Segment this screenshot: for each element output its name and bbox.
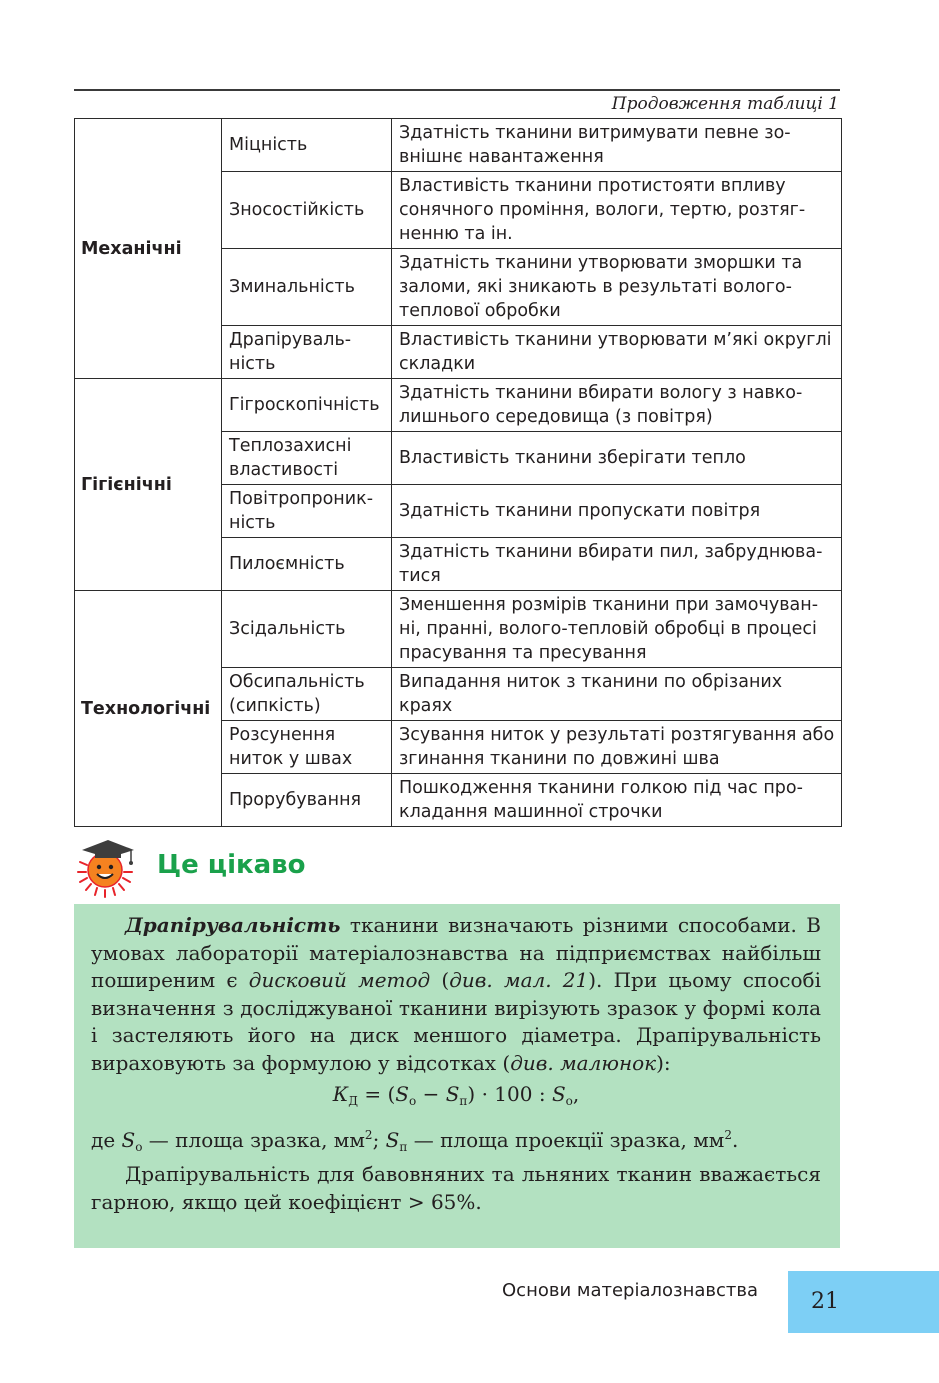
property-name: Повітропроник-ність bbox=[222, 485, 392, 538]
text-span: ; bbox=[372, 1127, 386, 1152]
italic-span: дисковий метод bbox=[248, 968, 431, 992]
properties-table bbox=[74, 118, 842, 827]
table-row bbox=[75, 591, 842, 668]
footer-title: Основи матеріалознавства bbox=[502, 1280, 759, 1301]
property-description: Властивість тканини зберігати тепло bbox=[392, 432, 842, 485]
group-cell: Гігієнічні bbox=[75, 379, 222, 591]
property-description: Здатність тканини витримувати певне зо-внішнє навантаження bbox=[392, 119, 842, 172]
text-span: . bbox=[732, 1127, 739, 1152]
formula-sub: п bbox=[399, 1139, 408, 1154]
term-bold: Драпірувальність bbox=[125, 913, 341, 937]
property-name: Теплозахисні властивості bbox=[222, 432, 392, 485]
interest-title: Це цікаво bbox=[157, 850, 306, 880]
property-name: Зминальність bbox=[222, 249, 392, 326]
property-name: Розсунення ниток у швах bbox=[222, 721, 392, 774]
formula-op: ) · 100 : bbox=[467, 1082, 552, 1106]
top-rule bbox=[74, 89, 840, 91]
formula-op: , bbox=[572, 1082, 580, 1106]
text-span: — площа зразка, мм bbox=[142, 1127, 365, 1152]
property-name: Драпіруваль-ність bbox=[222, 326, 392, 379]
interest-paragraph bbox=[91, 912, 821, 1077]
formula-op: − bbox=[416, 1082, 446, 1106]
formula-s: S bbox=[395, 1082, 409, 1106]
formula-s: S bbox=[445, 1082, 460, 1106]
formula-sub: о bbox=[565, 1094, 573, 1108]
formula-sub: п bbox=[459, 1094, 468, 1108]
formula-sub: о bbox=[409, 1094, 417, 1108]
property-name: Міцність bbox=[222, 119, 392, 172]
interest-text bbox=[91, 912, 821, 1216]
text-span: ). При цьому способі визначення з досліджуваної тканини вирізують зразок у формі кола і застеляють його на диск меншого діаметра. Драпірувальність вираховують за формулою у відсотках ( bbox=[91, 968, 821, 1075]
property-name: Пилоємність bbox=[222, 538, 392, 591]
table-row bbox=[75, 119, 842, 172]
text-span: — площа проекції зразка, мм bbox=[407, 1127, 725, 1152]
formula-k: К bbox=[332, 1082, 349, 1106]
property-description: Випадання ниток з тканини по обрізаних краях bbox=[392, 668, 842, 721]
property-name: Зсідальність bbox=[222, 591, 392, 668]
formula-sub: Д bbox=[348, 1094, 359, 1108]
text-span: ( bbox=[430, 968, 450, 992]
text-span: де bbox=[91, 1127, 122, 1152]
formula-s: S bbox=[121, 1127, 136, 1152]
property-description: Пошкодження тканини голкою під час про-кладання машинної строчки bbox=[392, 774, 842, 827]
text-span: ): bbox=[656, 1050, 671, 1075]
property-name: Обсипальність (сипкість) bbox=[222, 668, 392, 721]
formula-sub: о bbox=[135, 1139, 143, 1154]
formula-op: = ( bbox=[358, 1082, 396, 1106]
group-cell: Технологічні bbox=[75, 591, 222, 827]
italic-span: див. малюнок bbox=[510, 1050, 657, 1075]
property-description: Здатність тканини пропускати повітря bbox=[392, 485, 842, 538]
property-name: Прорубування bbox=[222, 774, 392, 827]
italic-span: див. мал. 21 bbox=[449, 968, 589, 992]
formula-s: S bbox=[385, 1127, 400, 1152]
formula-sup: 2 bbox=[364, 1127, 373, 1142]
interest-paragraph: Драпірувальність для бавовняних та льняних тканин вважається гарною, якщо цей коефіцієнт > 65%. bbox=[91, 1162, 821, 1214]
mascot-graduate-icon bbox=[74, 832, 140, 898]
drape-formula bbox=[91, 1081, 821, 1116]
property-description: Здатність тканини вбирати вологу з навко-лишнього середовища (з повітря) bbox=[392, 379, 842, 432]
page-number: 21 bbox=[811, 1289, 839, 1314]
property-name: Гігроскопічність bbox=[222, 379, 392, 432]
table-row bbox=[75, 379, 842, 432]
property-description: Зменшення розмірів тканини при замочуван-ні, пранні, волого-тепловій обробці в процесі прасування та пресування bbox=[392, 591, 842, 668]
property-description: Властивість тканини протистояти впливу сонячного проміння, вологи, тертю, розтяг-ненню та ін. bbox=[392, 172, 842, 249]
formula-s: S bbox=[551, 1082, 566, 1106]
property-name: Зносостійкість bbox=[222, 172, 392, 249]
property-description: Здатність тканини утворювати зморшки та заломи, які зникають в результаті волого-теплової обробки bbox=[392, 249, 842, 326]
property-description: Зсування ниток у результаті розтягування або згинання тканини по довжині шва bbox=[392, 721, 842, 774]
property-description: Здатність тканини вбирати пил, забруднюва-тися bbox=[392, 538, 842, 591]
text-span: тканини визначають різними способами. В умовах лабораторії матеріалознавства на підприємствах найбільш поширеним є bbox=[91, 913, 821, 992]
group-cell: Механічні bbox=[75, 119, 222, 379]
table-caption: Продовження таблиці 1 bbox=[611, 94, 839, 114]
property-description: Властивість тканини утворювати м’які округлі складки bbox=[392, 326, 842, 379]
interest-where bbox=[91, 1122, 821, 1162]
formula-sup: 2 bbox=[724, 1127, 732, 1142]
